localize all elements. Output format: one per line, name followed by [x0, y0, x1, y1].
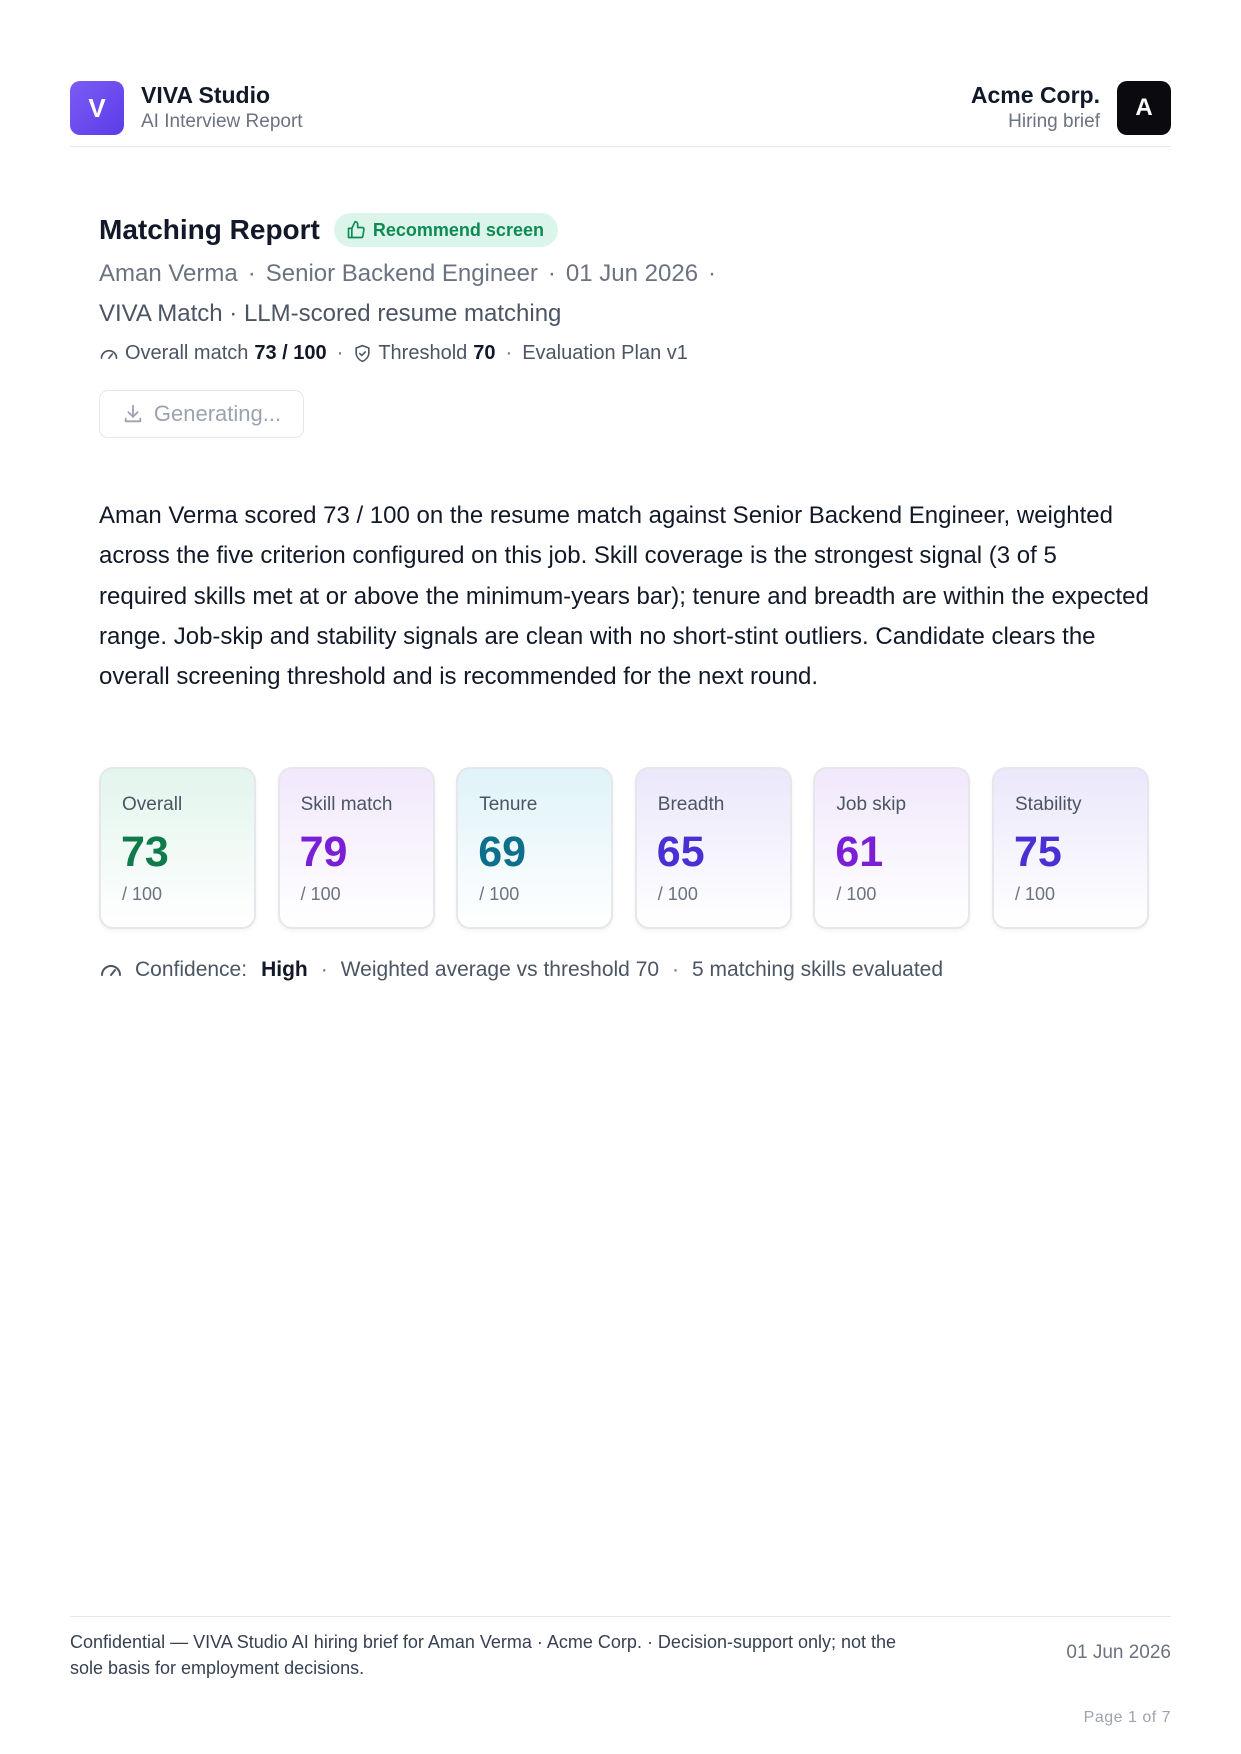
- confidence-row: Confidence: High · Weighted average vs threshold 70 · 5 matching skills evaluated: [99, 958, 943, 982]
- badge-label: Recommend screen: [372, 219, 544, 240]
- score-value: 65: [656, 828, 705, 876]
- score-value: 73: [121, 828, 169, 876]
- app-name: VIVA Studio: [141, 82, 271, 108]
- page-number: Page 1 of 7: [1083, 1709, 1171, 1726]
- score-card-skill-match: [278, 767, 435, 929]
- score-denominator: / 100: [836, 884, 877, 904]
- overall-match-value: 73 / 100: [254, 342, 327, 364]
- footer-date: 01 Jun 2026: [1066, 1642, 1171, 1663]
- score-label: Job skip: [836, 794, 907, 815]
- confidence-note-threshold: Weighted average vs threshold 70: [340, 958, 660, 981]
- client-subtitle: Hiring brief: [1008, 111, 1100, 132]
- score-meta: Overall match 73 / 100 · Threshold 70 · Evaluation Plan v1: [99, 342, 688, 365]
- report-footer: [70, 1616, 1171, 1678]
- score-denominator: / 100: [657, 884, 698, 904]
- thumbs-up-icon: [346, 220, 366, 240]
- score-value: 61: [835, 828, 884, 876]
- client-block: [971, 81, 1100, 135]
- threshold-label: Threshold: [378, 342, 468, 364]
- score-value: 69: [478, 828, 527, 876]
- client-name: Acme Corp.: [970, 82, 1100, 108]
- candidate-name: Aman Verma: [99, 260, 238, 287]
- score-cards: [99, 767, 1149, 929]
- page-title: Matching Report: [99, 214, 320, 245]
- footer-disclaimer: Confidential — VIVA Studio AI hiring brief for Aman Verma · Acme Corp. · Decision-support only; not the sole basis for employment decisions.: [70, 1632, 897, 1678]
- confidence-label: Confidence:: [135, 958, 248, 981]
- client-logo: A: [1117, 81, 1171, 135]
- shield-check-icon: [353, 344, 372, 363]
- generate-report-button[interactable]: [99, 390, 304, 438]
- score-card-stability: [992, 767, 1149, 929]
- score-card-job-skip: [813, 767, 970, 929]
- score-label: Breadth: [657, 794, 725, 815]
- score-label: Stability: [1015, 794, 1082, 815]
- report-header: [70, 81, 1171, 147]
- recommendation-badge: [334, 213, 558, 247]
- threshold-value: 70: [473, 342, 496, 364]
- viva-logo: V: [70, 81, 124, 135]
- confidence-note-skills: 5 matching skills evaluated: [692, 958, 944, 981]
- score-label: Overall: [122, 794, 183, 815]
- score-denominator: / 100: [122, 884, 163, 904]
- score-card-tenure: [456, 767, 613, 929]
- candidate-meta: Aman Verma · Senior Backend Engineer · 01 Jun 2026 ·: [99, 260, 717, 287]
- score-denominator: / 100: [300, 884, 341, 904]
- score-denominator: / 100: [1015, 884, 1056, 904]
- title-row: [99, 210, 558, 250]
- score-card-breadth: [635, 767, 792, 929]
- report-date: 01 Jun 2026: [565, 260, 699, 287]
- score-value: 79: [299, 828, 348, 876]
- evaluation-plan: Evaluation Plan v1: [522, 342, 688, 364]
- confidence-value: High: [261, 958, 308, 981]
- download-icon: [122, 403, 144, 425]
- summary-paragraph: Aman Verma scored 73 / 100 on the resume match against Senior Backend Engineer, weighted across the five criterion configured on this job. Skill coverage is the strongest signal (3 of 5 required skills met at or above the minimum-years bar); tenure and breadth are within the expected range. Job-skip and stability signals are clean with no short-stint outliers. Candidate clears the overall screening threshold and is recommended for the next round.: [99, 502, 1149, 691]
- brand-block: [141, 81, 303, 135]
- gauge-icon: [99, 958, 123, 982]
- role-name: Senior Backend Engineer: [265, 260, 538, 287]
- app-subtitle: AI Interview Report: [141, 111, 303, 132]
- score-denominator: / 100: [479, 884, 520, 904]
- gauge-icon: [99, 344, 119, 364]
- score-label: Tenure: [479, 794, 538, 815]
- source-line: VIVA Match · LLM-scored resume matching: [99, 300, 562, 327]
- score-label: Skill match: [300, 794, 393, 815]
- generate-button-label: Generating...: [153, 401, 282, 426]
- overall-match-label: Overall match: [125, 342, 249, 364]
- score-card-overall: [99, 767, 256, 929]
- score-value: 75: [1014, 828, 1062, 876]
